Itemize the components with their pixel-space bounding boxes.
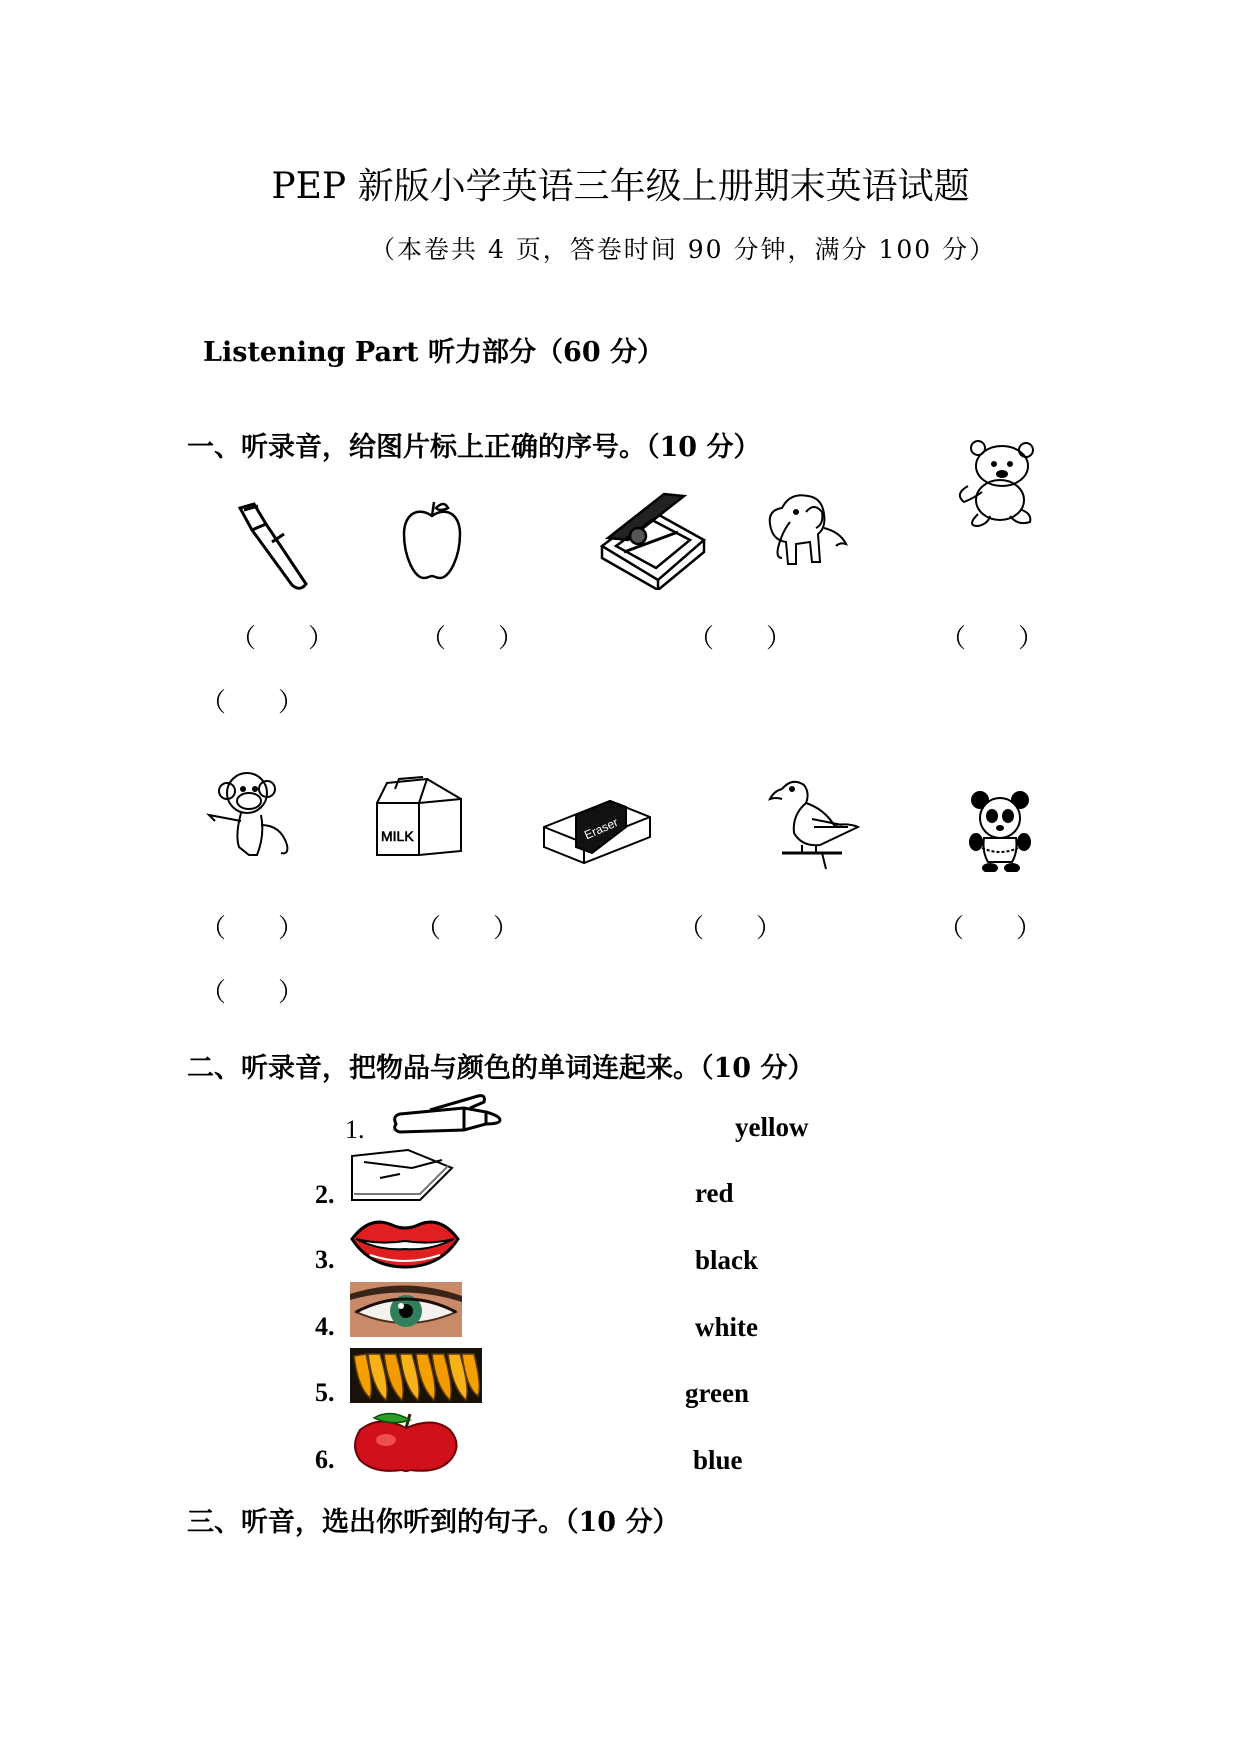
answer-blank-10[interactable]: （ ） (200, 978, 305, 1008)
item-number: 2. (315, 1180, 335, 1209)
color-word-white[interactable]: white (695, 1312, 758, 1342)
pencil-box-icon (598, 488, 708, 590)
bananas-icon (350, 1348, 482, 1403)
pen-icon (390, 1090, 505, 1140)
panda-icon (962, 790, 1042, 872)
item-number: 5. (315, 1378, 335, 1407)
bird-icon (762, 775, 862, 873)
answer-blank-2[interactable]: （ ） (420, 624, 525, 654)
color-word-green[interactable]: green (685, 1378, 749, 1408)
color-word-blue[interactable]: blue (693, 1445, 743, 1475)
item-number: 6. (315, 1445, 335, 1474)
section3-heading: 三、听音，选出你听到的句子。（10 分） (187, 1507, 680, 1538)
apple-icon (400, 498, 465, 583)
elephant-icon (760, 488, 852, 570)
answer-blank-1[interactable]: （ ） (230, 624, 335, 654)
color-word-black[interactable]: black (695, 1245, 759, 1275)
answer-blank-4[interactable]: （ ） (940, 624, 1045, 654)
color-word-yellow[interactable]: yellow (735, 1112, 809, 1142)
monkey-icon (205, 765, 300, 860)
eye-icon (350, 1282, 462, 1337)
answer-blank-3[interactable]: （ ） (688, 624, 793, 654)
teddy-bear-icon (948, 438, 1043, 528)
answer-blank-5[interactable]: （ ） (200, 688, 305, 718)
section2-heading: 二、听录音，把物品与颜色的单词连起来。（10 分） (187, 1053, 815, 1084)
pen-icon (232, 500, 312, 595)
exam-info: （本卷共 4 页，答卷时间 90 分钟，满分 100 分） (370, 235, 997, 264)
section1-heading: 一、听录音，给图片标上正确的序号。（10 分） (187, 432, 761, 463)
answer-blank-6[interactable]: （ ） (200, 914, 305, 944)
page-title: PEP 新版小学英语三年级上册期末英语试题 (271, 166, 970, 207)
notebook-icon (350, 1148, 455, 1203)
lips-icon (350, 1215, 460, 1270)
eraser-icon (540, 795, 655, 867)
part-heading: Listening Part 听力部分（60 分） (203, 337, 665, 368)
item-number: 4. (315, 1312, 335, 1341)
eraser-label: Eraser (582, 815, 621, 843)
item-number: 1. (345, 1115, 365, 1144)
apple-icon (350, 1410, 462, 1475)
item-number: 3. (315, 1245, 335, 1274)
milk-carton-icon (373, 775, 465, 857)
milk-label: MILK (381, 828, 414, 844)
answer-blank-8[interactable]: （ ） (678, 914, 783, 944)
answer-blank-9[interactable]: （ ） (938, 914, 1043, 944)
color-word-red[interactable]: red (695, 1178, 734, 1208)
answer-blank-7[interactable]: （ ） (415, 914, 520, 944)
